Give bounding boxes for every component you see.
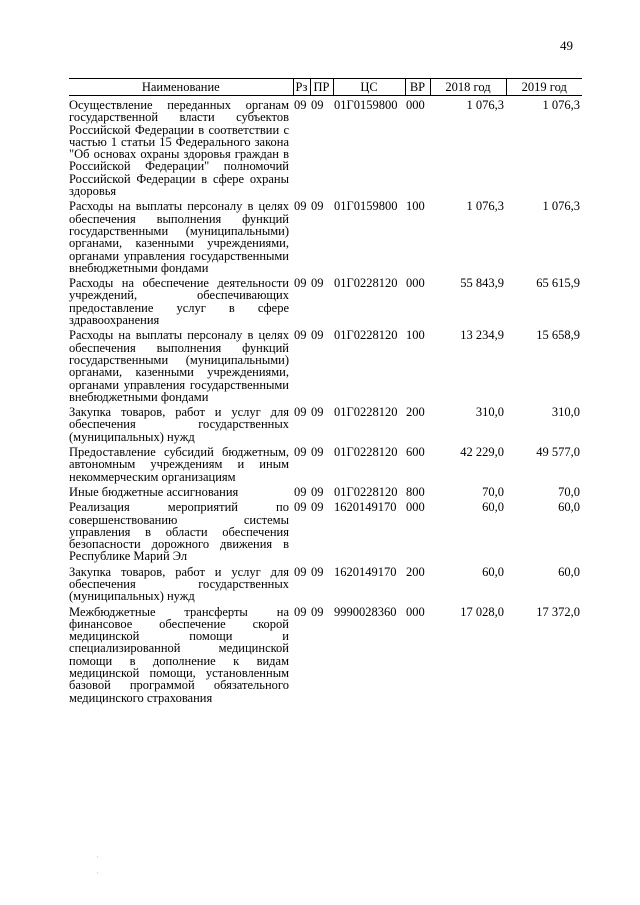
cell-vr: 200 xyxy=(406,405,425,420)
cell-rz: 09 xyxy=(294,445,307,460)
header-pr: ПР xyxy=(310,79,333,96)
cell-rz: 09 xyxy=(294,199,307,214)
cell-rz: 09 xyxy=(294,564,307,579)
cell-cs: 01Г0228120 xyxy=(334,276,398,291)
header-cs: ЦС xyxy=(333,79,405,96)
cell-name: Расходы на выплаты персоналу в целях обеспечения выполнения функций государственными (муниципальными) органами, казенными учреждениями, органами управления государственными внебюджетными фондами xyxy=(69,199,289,275)
cell-name: Закупка товаров, работ и услуг для обеспечения государственных (муниципальных) нужд xyxy=(69,564,289,604)
table-row xyxy=(69,403,582,443)
cell-vr: 800 xyxy=(406,484,425,499)
header-name: Наименование xyxy=(69,79,293,96)
cell-cs: 1620149170 xyxy=(334,564,397,579)
cell-pr: 09 xyxy=(311,564,324,579)
cell-2018: 1 076,3 xyxy=(466,199,504,214)
header-2018: 2018 год xyxy=(430,79,506,96)
cell-2018: 17 028,0 xyxy=(460,604,504,619)
table-row xyxy=(69,96,582,198)
cell-2019: 60,0 xyxy=(558,564,580,579)
table-row xyxy=(69,483,582,498)
cell-2019: 1 076,3 xyxy=(542,98,580,112)
cell-2018: 42 229,0 xyxy=(460,445,504,460)
cell-vr: 000 xyxy=(406,604,425,619)
cell-2018: 60,0 xyxy=(482,564,504,579)
cell-name: Закупка товаров, работ и услуг для обеспечения государственных (муниципальных) нужд xyxy=(69,405,289,444)
cell-2018: 1 076,3 xyxy=(466,98,504,112)
page-number: 49 xyxy=(560,38,573,53)
cell-pr: 09 xyxy=(311,328,324,343)
table-row xyxy=(69,563,582,603)
cell-cs: 01Г0228120 xyxy=(334,445,398,460)
cell-pr: 09 xyxy=(311,199,324,214)
cell-vr: 000 xyxy=(406,98,425,112)
table-row xyxy=(69,274,582,326)
cell-2019: 70,0 xyxy=(558,484,580,499)
cell-name: Расходы на обеспечение деятельности учреждений, обеспечивающих предоставление услуг в сфере здравоохранения xyxy=(69,276,289,328)
cell-cs: 9990028360 xyxy=(334,604,397,619)
cell-2019: 49 577,0 xyxy=(536,445,580,460)
cell-name: Предоставление субсидий бюджетным, автономным учреждениям и иным некоммерческим организациям xyxy=(69,445,289,484)
header-2019: 2019 год xyxy=(506,79,582,96)
cell-2019: 17 372,0 xyxy=(536,604,580,619)
cell-rz: 09 xyxy=(294,98,307,112)
budget-table xyxy=(69,78,582,704)
cell-pr: 09 xyxy=(311,405,324,420)
cell-rz: 09 xyxy=(294,328,307,343)
table-row xyxy=(69,197,582,274)
cell-rz: 09 xyxy=(294,405,307,420)
cell-pr: 09 xyxy=(311,445,324,460)
table-row xyxy=(69,443,582,483)
cell-2018: 70,0 xyxy=(482,484,504,499)
cell-cs: 1620149170 xyxy=(334,500,397,515)
cell-name: Осуществление переданных органам государственной власти субъектов Российской Федерации в соответствии с частью 1 статьи 15 Федерального закона "Об основах охраны здоровья граждан в Российской Федерации" полномочий Российской Федерации в сфере охраны здоровья xyxy=(69,98,289,199)
cell-2018: 310,0 xyxy=(475,405,504,420)
cell-pr: 09 xyxy=(311,276,324,291)
cell-pr: 09 xyxy=(311,500,324,515)
cell-2019: 310,0 xyxy=(551,405,580,420)
cell-rz: 09 xyxy=(294,604,307,619)
cell-cs: 01Г0159800 xyxy=(334,98,398,112)
cell-vr: 200 xyxy=(406,564,425,579)
header-vr: ВР xyxy=(405,79,430,96)
scan-artifact: · · xyxy=(96,852,99,878)
table-row xyxy=(69,603,582,704)
cell-2019: 1 076,3 xyxy=(542,199,580,214)
cell-vr: 100 xyxy=(406,328,425,343)
cell-cs: 01Г0159800 xyxy=(334,199,398,214)
cell-cs: 01Г0228120 xyxy=(334,328,398,343)
cell-pr: 09 xyxy=(311,98,324,112)
cell-2019: 15 658,9 xyxy=(536,328,580,343)
cell-vr: 000 xyxy=(406,500,425,515)
cell-name: Иные бюджетные ассигнования xyxy=(69,484,239,499)
cell-vr: 100 xyxy=(406,199,425,214)
table-body xyxy=(69,96,582,704)
cell-2018: 55 843,9 xyxy=(460,276,504,291)
cell-rz: 09 xyxy=(294,500,307,515)
cell-name: Реализация мероприятий по совершенствованию системы управления в области обеспечения безопасности дорожного движения в Республике Марий Эл xyxy=(69,500,289,564)
table-row xyxy=(69,498,582,562)
cell-2018: 13 234,9 xyxy=(460,328,504,343)
cell-name: Межбюджетные трансферты на финансовое обеспечение скорой медицинской помощи и специализированной медицинской помощи в дополнение к видам медицинской помощи, установленным базовой программой обязательного медицинского страхования xyxy=(69,604,289,705)
header-rz: Рз xyxy=(293,79,310,96)
cell-rz: 09 xyxy=(294,484,307,499)
cell-vr: 000 xyxy=(406,276,425,291)
cell-pr: 09 xyxy=(311,484,324,499)
cell-rz: 09 xyxy=(294,276,307,291)
cell-vr: 600 xyxy=(406,445,425,460)
cell-2019: 60,0 xyxy=(558,500,580,515)
table-row xyxy=(69,326,582,403)
cell-cs: 01Г0228120 xyxy=(334,484,398,499)
cell-2018: 60,0 xyxy=(482,500,504,515)
cell-pr: 09 xyxy=(311,604,324,619)
cell-2019: 65 615,9 xyxy=(536,276,580,291)
cell-name: Расходы на выплаты персоналу в целях обеспечения выполнения функций государственными (муниципальными) органами, казенными учреждениями, органами управления государственными внебюджетными фондами xyxy=(69,328,289,404)
table-header-row xyxy=(69,79,582,96)
cell-cs: 01Г0228120 xyxy=(334,405,398,420)
